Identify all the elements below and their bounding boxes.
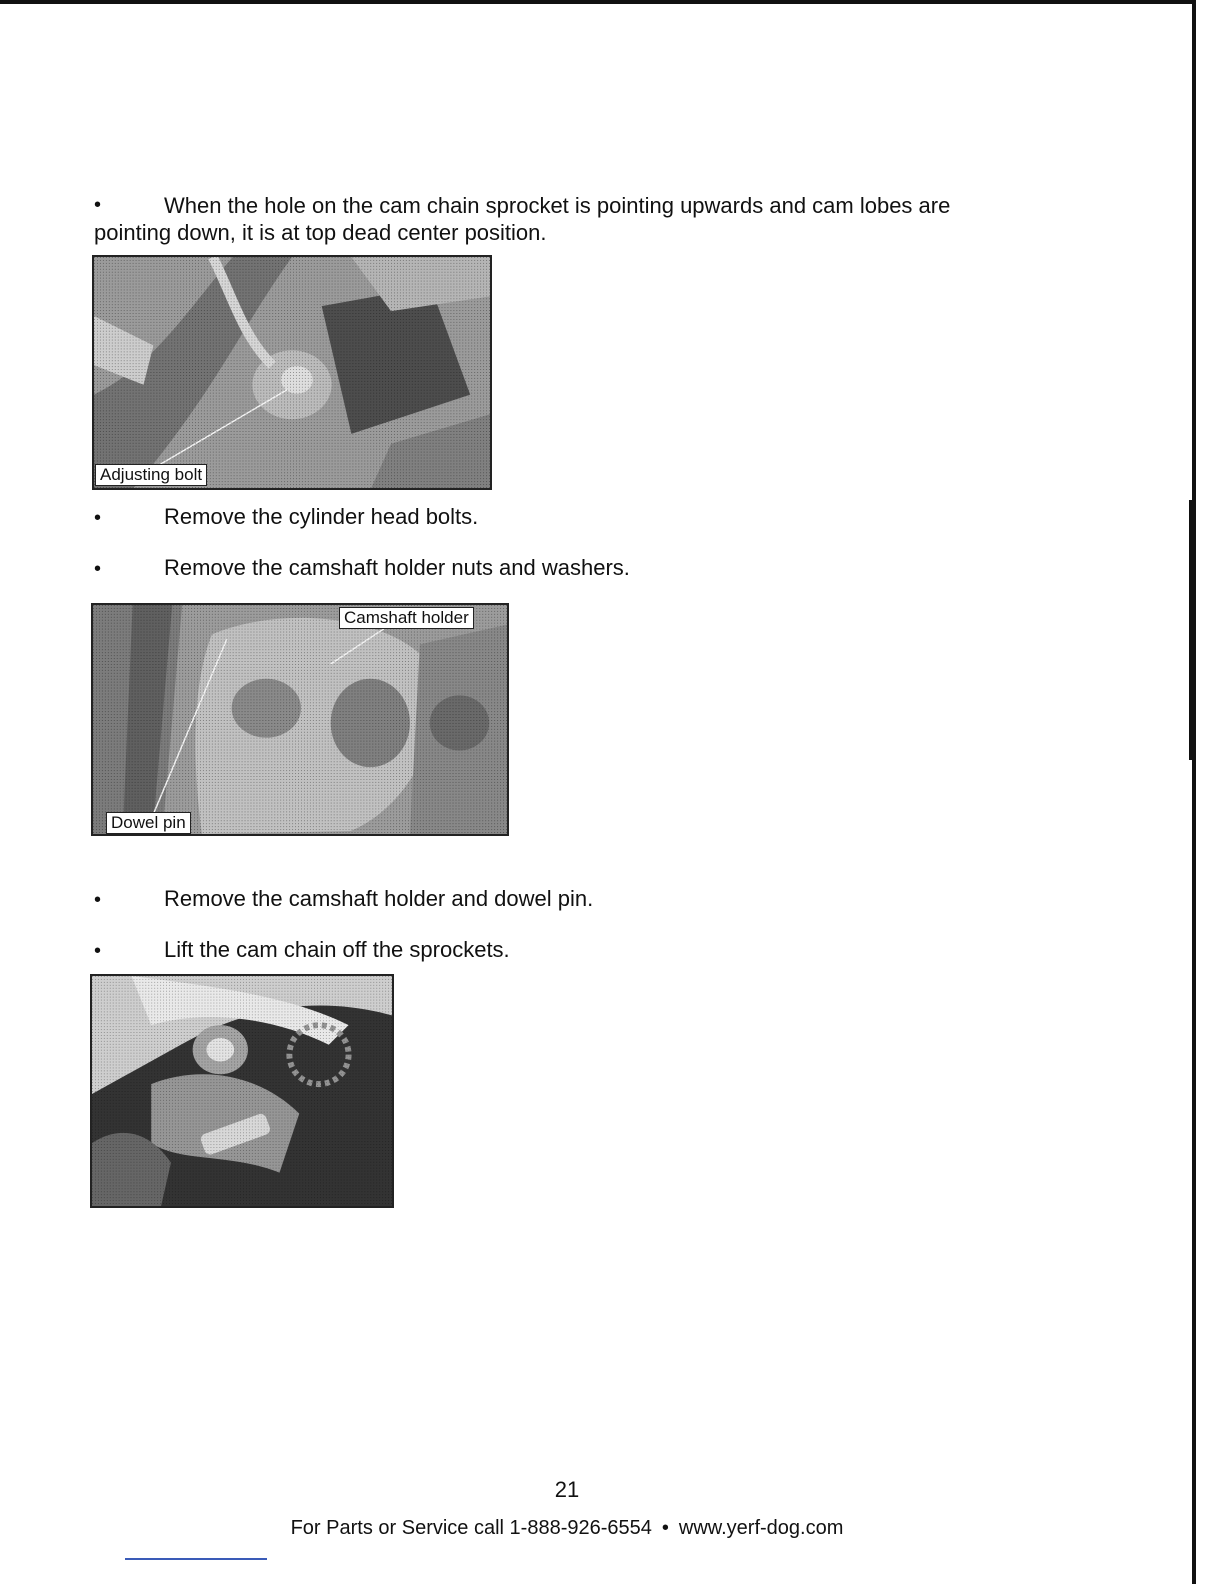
footer-website-link[interactable]: www.yerf-dog.com — [678, 1517, 844, 1539]
photo-camshaft-holder — [91, 603, 509, 836]
footer — [0, 1517, 1134, 1540]
bottom-link-underline — [125, 1558, 267, 1560]
step-5-text: Lift the cam chain off the sprockets. — [164, 937, 510, 962]
right-border-rule — [1192, 0, 1196, 1584]
step-1-text-line-1: When the hole on the cam chain sprocket is pointing upwards and cam lobes are — [164, 193, 951, 218]
step-1-text-line-2: pointing down, it is at top dead center position. — [94, 220, 547, 245]
label-dowel-pin: Dowel pin — [106, 812, 191, 834]
label-camshaft-holder: Camshaft holder — [339, 607, 474, 629]
photo-adjusting-bolt — [92, 255, 492, 490]
photo-cam-chain — [90, 974, 394, 1208]
label-adjusting-bolt: Adjusting bolt — [95, 464, 207, 486]
photo-2-image — [93, 605, 507, 834]
step-3-text: Remove the camshaft holder nuts and washers. — [164, 555, 630, 580]
step-bullet: • — [94, 194, 102, 216]
step-bullet: • — [94, 558, 102, 580]
photo-3-image — [92, 976, 392, 1206]
right-border-shadow — [1189, 500, 1195, 760]
photo-1-image — [94, 257, 490, 488]
step-bullet: • — [94, 889, 102, 911]
step-2-text: Remove the cylinder head bolts. — [164, 504, 479, 529]
page-number: 21 — [554, 1477, 580, 1502]
top-border-rule — [0, 0, 1196, 4]
step-bullet: • — [94, 507, 102, 529]
step-4-text: Remove the camshaft holder and dowel pin. — [164, 886, 594, 911]
footer-contact-text: For Parts or Service call 1-888-926-6554 — [290, 1517, 652, 1539]
footer-separator: • — [661, 1517, 669, 1539]
step-bullet: • — [94, 940, 102, 962]
